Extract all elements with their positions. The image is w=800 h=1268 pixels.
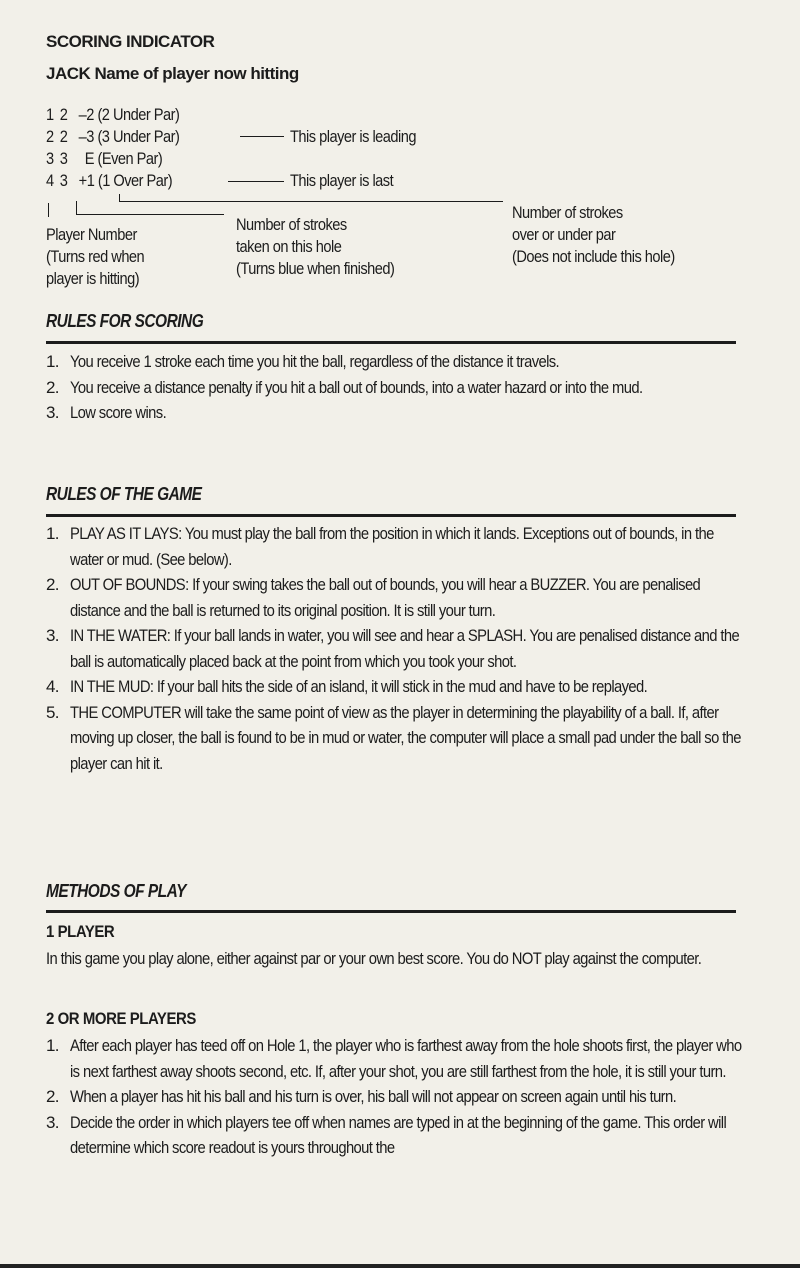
list-item: 2. OUT OF BOUNDS: If your swing takes the ball out of bounds, you will hear a BUZZER. You are penalised distance and the ball is returned to its original position. It is still your turn. [46,575,701,620]
strokes-column-tick [76,201,77,215]
rules-scoring-heading: RULES FOR SCORING [46,311,204,331]
page-bottom-edge [0,1264,800,1268]
list-item: 2. You receive a distance penalty if you hit a ball out of bounds, into a water hazard or into the mud. [46,377,643,397]
list-item: 3. IN THE WATER: If your ball lands in water, you will see and hear a SPLASH. You are penalised distance and the ball is automatically placed back at the point from which you took your shot. [46,626,740,671]
par-label: Number of strokes over or under par (Does not include this hole) [512,203,675,266]
row-par: +1 (1 Over Par) [78,171,173,190]
score-row [46,170,172,192]
scoring-indicator-title: SCORING INDICATOR [46,32,215,51]
list-item: 3. Low score wins. [46,403,167,422]
row-player-number: 4 [46,171,54,190]
row-player-number: 2 [46,127,54,146]
list-item: 1. You receive 1 stroke each time you hit the ball, regardless of the distance it travels. [46,352,560,371]
player-column-tick [48,203,49,217]
strokes-leader-line [76,214,224,215]
score-row [46,148,162,170]
row-player-number: 1 [46,105,54,124]
score-row [46,104,179,126]
strokes-label: Number of strokes taken on this hole (Turns blue when finished) [236,215,395,278]
multi-player-list [46,1033,746,1161]
last-note: This player is last [290,171,394,190]
scoring-indicator-subtitle: JACK Name of player now hitting [46,64,299,83]
row-par: –2 (2 Under Par) [78,105,180,124]
list-item: 1. After each player has teed off on Hole 1, the player who is farthest away from the hole shoots first, the player who is next farthest away shoots second, etc. If, after your shot, you are still farthest from the hole, it is still your turn. [46,1036,742,1081]
one-player-text: In this game you play alone, either against par or your own best score. You do NOT play against the computer. [46,949,702,968]
list-item: 3. Decide the order in which players tee off when names are typed in at the beginning of the game. This order will determine which score readout is yours throughout the [46,1112,727,1157]
list-item: 1. PLAY AS IT LAYS: You must play the ball from the position in which it lands. Exceptions out of bounds, in the water or mud. (See below). [46,524,714,569]
leader-line [240,136,284,137]
rules-scoring-list [46,349,746,426]
score-row [46,126,179,148]
rules-game-heading: RULES OF THE GAME [46,484,202,504]
rules-game-list [46,521,746,776]
section-divider [46,341,736,344]
leader-line [228,181,284,182]
row-strokes: 2 [59,127,68,146]
row-player-number: 3 [46,149,54,168]
list-item: 2. When a player has hit his ball and his turn is over, his ball will not appear on screen again until his turn. [46,1087,677,1106]
row-strokes: 2 [59,105,68,124]
multi-player-heading: 2 OR MORE PLAYERS [46,1009,196,1028]
row-strokes: 3 [59,171,68,190]
section-divider [46,514,736,517]
section-divider [46,910,736,913]
par-leader-line [119,201,503,202]
row-strokes: 3 [59,149,68,168]
methods-heading: METHODS OF PLAY [46,881,186,901]
leading-note: This player is leading [290,127,416,146]
one-player-heading: 1 PLAYER [46,922,115,941]
player-number-label: Player Number (Turns red when player is hitting) [46,225,145,288]
row-par: E (Even Par) [84,149,163,168]
list-item: 5. THE COMPUTER will take the same point of view as the player in determining the playability of a ball. If, after moving up closer, the ball is found to be in mud or water, the computer will place a small pad under the ball so the player can hit it. [46,702,741,773]
row-par: –3 (3 Under Par) [78,127,180,146]
list-item: 4. IN THE MUD: If your ball hits the side of an island, it will stick in the mud and have to be replayed. [46,677,648,696]
